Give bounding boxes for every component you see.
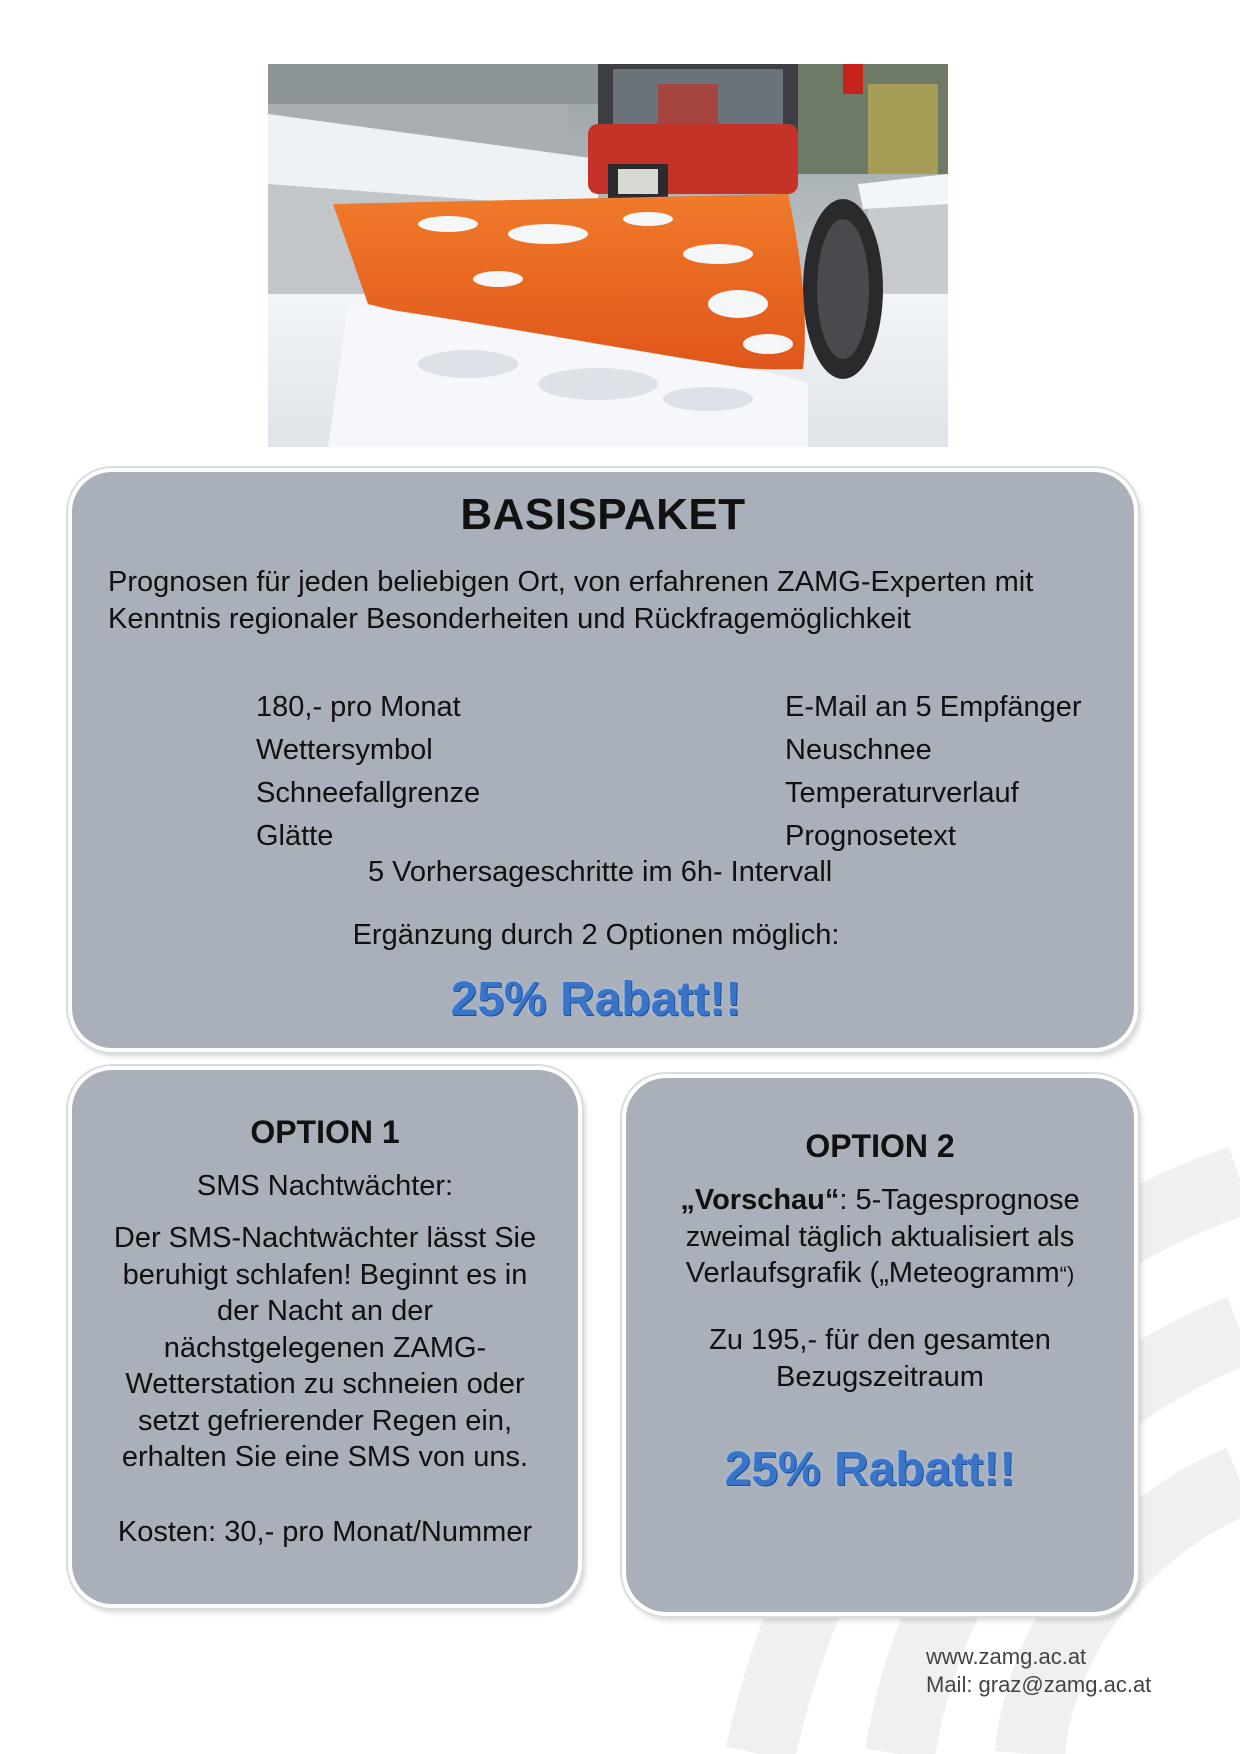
option-1-box [68, 1066, 582, 1608]
snowplow-tractor-icon [268, 64, 948, 447]
body-line: der Nacht an der [216, 1295, 433, 1327]
price-line: Zu 195,- für den gesamten [709, 1324, 1051, 1356]
basispaket-box [68, 468, 1138, 1052]
body-line: Wetterstation zu schneien oder [125, 1368, 525, 1400]
discount-badge: 25% Rabatt!! [724, 1443, 1016, 1496]
body-line [636, 1255, 1124, 1294]
option-2-box [622, 1074, 1138, 1616]
body-text: : 5-Tagesprognose [839, 1184, 1080, 1216]
feature-item: Glätte [256, 820, 334, 852]
body-line [636, 1182, 1124, 1219]
feature-item: Prognosetext [785, 820, 956, 852]
forecast-steps: 5 Vorhersageschritte im 6h- Intervall [368, 856, 833, 888]
price-line: Bezugszeitraum [776, 1360, 984, 1393]
feature-item: E-Mail an 5 Empfänger [785, 691, 1082, 723]
mail-address[interactable]: Mail: graz@zamg.ac.at [926, 1672, 1152, 1697]
option-1-cost: Kosten: 30,- pro Monat/Nummer [117, 1516, 533, 1548]
option-1-body [82, 1220, 568, 1476]
body-text: Verlaufsgrafik („Meteogramm [685, 1257, 1060, 1289]
option-2-name: „Vorschau“ [680, 1184, 840, 1216]
option-2-price [636, 1322, 1124, 1395]
body-line: erhalten Sie eine SMS von uns. [121, 1441, 529, 1473]
body-text: “) [1059, 1262, 1075, 1287]
body-line: setzt gefrierender Regen ein, [138, 1404, 512, 1437]
feature-list-left [256, 686, 480, 858]
feature-item: Schneefallgrenze [256, 777, 481, 809]
body-line: zweimal täglich aktualisiert als [685, 1220, 1075, 1253]
basispaket-description: Prognosen für jeden beliebigen Ort, von erfahrenen ZAMG-Experten mit Kenntnis regionaler Besonderheiten und Rückfragemöglichkeit [108, 566, 1034, 635]
snowplow-photo [268, 64, 948, 447]
feature-list-right [785, 686, 1082, 858]
discount-badge: 25% Rabatt!! [450, 973, 742, 1026]
website-link[interactable]: www.zamg.ac.at [926, 1644, 1087, 1669]
body-line: nächstgelegenen ZAMG- [163, 1331, 487, 1364]
body-line: Der SMS-Nachtwächter lässt Sie [113, 1222, 537, 1254]
feature-item: Temperaturverlauf [785, 777, 1019, 809]
option-2-title: OPTION 2 [805, 1128, 955, 1164]
feature-item: Wettersymbol [256, 734, 433, 766]
feature-item: 180,- pro Monat [256, 691, 461, 723]
option-1-title: OPTION 1 [250, 1114, 400, 1150]
footer-contact [926, 1643, 1151, 1699]
option-2-body [636, 1182, 1124, 1294]
feature-item: Neuschnee [785, 734, 932, 766]
body-line: beruhigt schlafen! Beginnt es in [122, 1258, 528, 1291]
option-1-subtitle: SMS Nachtwächter: [196, 1170, 454, 1202]
supplement-note: Ergänzung durch 2 Optionen möglich: [352, 919, 840, 951]
basispaket-title: BASISPAKET [460, 490, 746, 539]
